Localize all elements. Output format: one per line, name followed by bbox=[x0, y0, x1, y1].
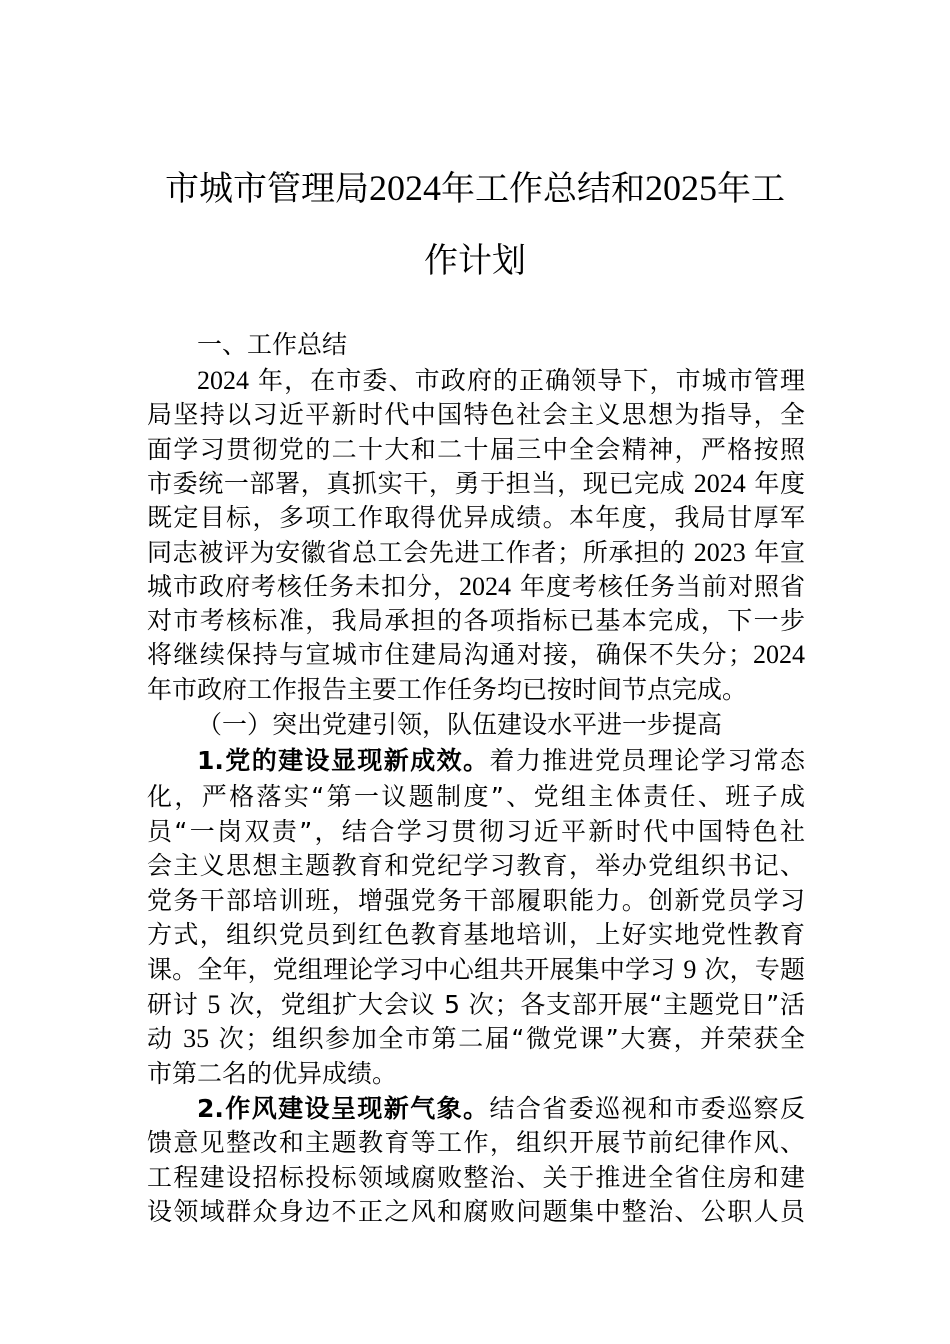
text-segment: 年宣 bbox=[745, 537, 806, 567]
section-heading-1: 一、工作总结 bbox=[197, 330, 348, 359]
p2-line bbox=[147, 990, 805, 1020]
subsection-heading-1: （一）突出党建引领，队伍建设水平进一步提高 bbox=[197, 710, 723, 739]
work-style-first-text: 结合省委巡视和市委巡察反 bbox=[489, 1094, 805, 1123]
p2-line bbox=[147, 782, 805, 812]
text-segment: 课。全年，党组理论学习中心组共开展集中学习 bbox=[147, 955, 684, 984]
text-segment: 方式，组织党员到红色教育基地培训，上好实地党性教育 bbox=[147, 920, 805, 950]
paragraph-work-style-first-line bbox=[197, 1094, 805, 1124]
p1-line bbox=[147, 469, 805, 499]
p3-line bbox=[147, 1163, 805, 1193]
p2-line bbox=[147, 1059, 805, 1089]
text-segment: 次，专题 bbox=[696, 955, 805, 984]
text-segment: 次；组织参加全市第二届“微党课”大赛，并荣获全 bbox=[209, 1024, 805, 1054]
p2-line bbox=[147, 920, 805, 950]
text-segment: 市委统一部署，真抓实干，勇于担当，现已完成 bbox=[147, 468, 694, 498]
text-segment: 局坚持以习近平新时代中国特色社会主义思想为指导，全 bbox=[147, 400, 805, 430]
text-segment: 馈意见整改和主题教育等工作，组织开展节前纪律作风、 bbox=[147, 1128, 805, 1157]
text-segment: 2024 bbox=[753, 640, 805, 670]
text-segment: 年市政府工作报告主要工作任务均已按时间节点完成。 bbox=[147, 674, 748, 704]
p3-line bbox=[147, 1197, 805, 1227]
title-year-2025: 2025 bbox=[645, 168, 717, 208]
text-segment: 年度 bbox=[745, 468, 806, 498]
text-segment: 会主义思想主题教育和党纪学习教育，举办党组织书记、 bbox=[147, 851, 805, 881]
p1-line bbox=[147, 503, 805, 533]
text-segment: 2024 bbox=[197, 366, 249, 395]
text-segment: 年度考核任务当前对照省 bbox=[511, 571, 805, 601]
text-segment: 对市考核标准，我局承担的各项指标已基本完成，下一步 bbox=[147, 606, 805, 636]
p3-line bbox=[147, 1128, 805, 1158]
work-style-heading: 2.作风建设呈现新气象。 bbox=[197, 1094, 490, 1123]
text-segment: 化，严格落实“第一议题制度”、党组主体责任、班子成 bbox=[147, 782, 805, 811]
p1-line bbox=[147, 435, 805, 465]
text-segment: 同志被评为安徽省总工会先进工作者；所承担的 bbox=[147, 537, 694, 567]
title-text-e: 年工 bbox=[717, 169, 785, 209]
document-title-line-2: 作计划 bbox=[424, 241, 526, 281]
title-year-2024: 2024 bbox=[369, 168, 441, 208]
text-segment: 研讨 bbox=[147, 989, 208, 1019]
text-segment: 工程建设招标投标领域腐败整治、关于推进全省住房和建 bbox=[147, 1162, 805, 1192]
p1-line bbox=[147, 572, 805, 602]
p1-line bbox=[197, 366, 805, 396]
p2-line bbox=[147, 851, 805, 881]
paragraph-party-building-first-line bbox=[197, 746, 805, 776]
text-segment: 动 bbox=[147, 1024, 184, 1054]
p1-line bbox=[147, 675, 805, 705]
text-segment: 既定目标，多项工作取得优异成绩。本年度，我局甘厚军 bbox=[147, 503, 805, 533]
p1-line bbox=[147, 400, 805, 430]
text-segment: 2024 bbox=[693, 468, 746, 498]
text-segment: 面学习贯彻党的二十大和二十届三中全会精神，严格按照 bbox=[147, 434, 805, 464]
p1-line bbox=[147, 606, 805, 636]
party-building-heading: 1.党的建设显现新成效。 bbox=[197, 746, 490, 775]
p1-line bbox=[147, 538, 805, 568]
title-text-a: 市城市管理局 bbox=[165, 169, 369, 209]
text-segment: 员“一岗双责”，结合学习贯彻习近平新时代中国特色社 bbox=[147, 816, 805, 846]
text-segment: 设领域群众身边不正之风和腐败问题集中整治、公职人员 bbox=[147, 1197, 805, 1227]
text-segment: 2024 bbox=[459, 571, 512, 601]
text-segment: 年，在市委、市政府的正确领导下，市城市管理 bbox=[249, 366, 805, 395]
p1-line bbox=[147, 640, 805, 670]
p2-line bbox=[147, 886, 805, 916]
document-title-line-1 bbox=[140, 168, 810, 209]
text-segment: 5 bbox=[207, 989, 221, 1019]
p2-line bbox=[147, 1024, 805, 1054]
p2-line bbox=[147, 955, 805, 985]
title-text-c: 年工作总结和 bbox=[441, 169, 645, 209]
text-segment: 市第二名的优异成绩。 bbox=[147, 1058, 398, 1088]
text-segment: 9 bbox=[683, 955, 697, 984]
text-segment: 35 bbox=[183, 1024, 210, 1054]
text-segment: 2023 bbox=[693, 537, 746, 567]
party-building-first-text: 着力推进党员理论学习常态 bbox=[489, 746, 805, 775]
text-segment: 党务干部培训班，增强党务干部履职能力。创新党员学习 bbox=[147, 885, 805, 915]
text-segment: 将继续保持与宣城市住建局沟通对接，确保不失分； bbox=[147, 640, 753, 670]
p2-line bbox=[147, 817, 805, 847]
text-segment: 城市政府考核任务未扣分， bbox=[147, 571, 460, 601]
text-segment: 次，党组扩大会议 5 次；各支部开展“主题党日”活 bbox=[220, 989, 805, 1019]
